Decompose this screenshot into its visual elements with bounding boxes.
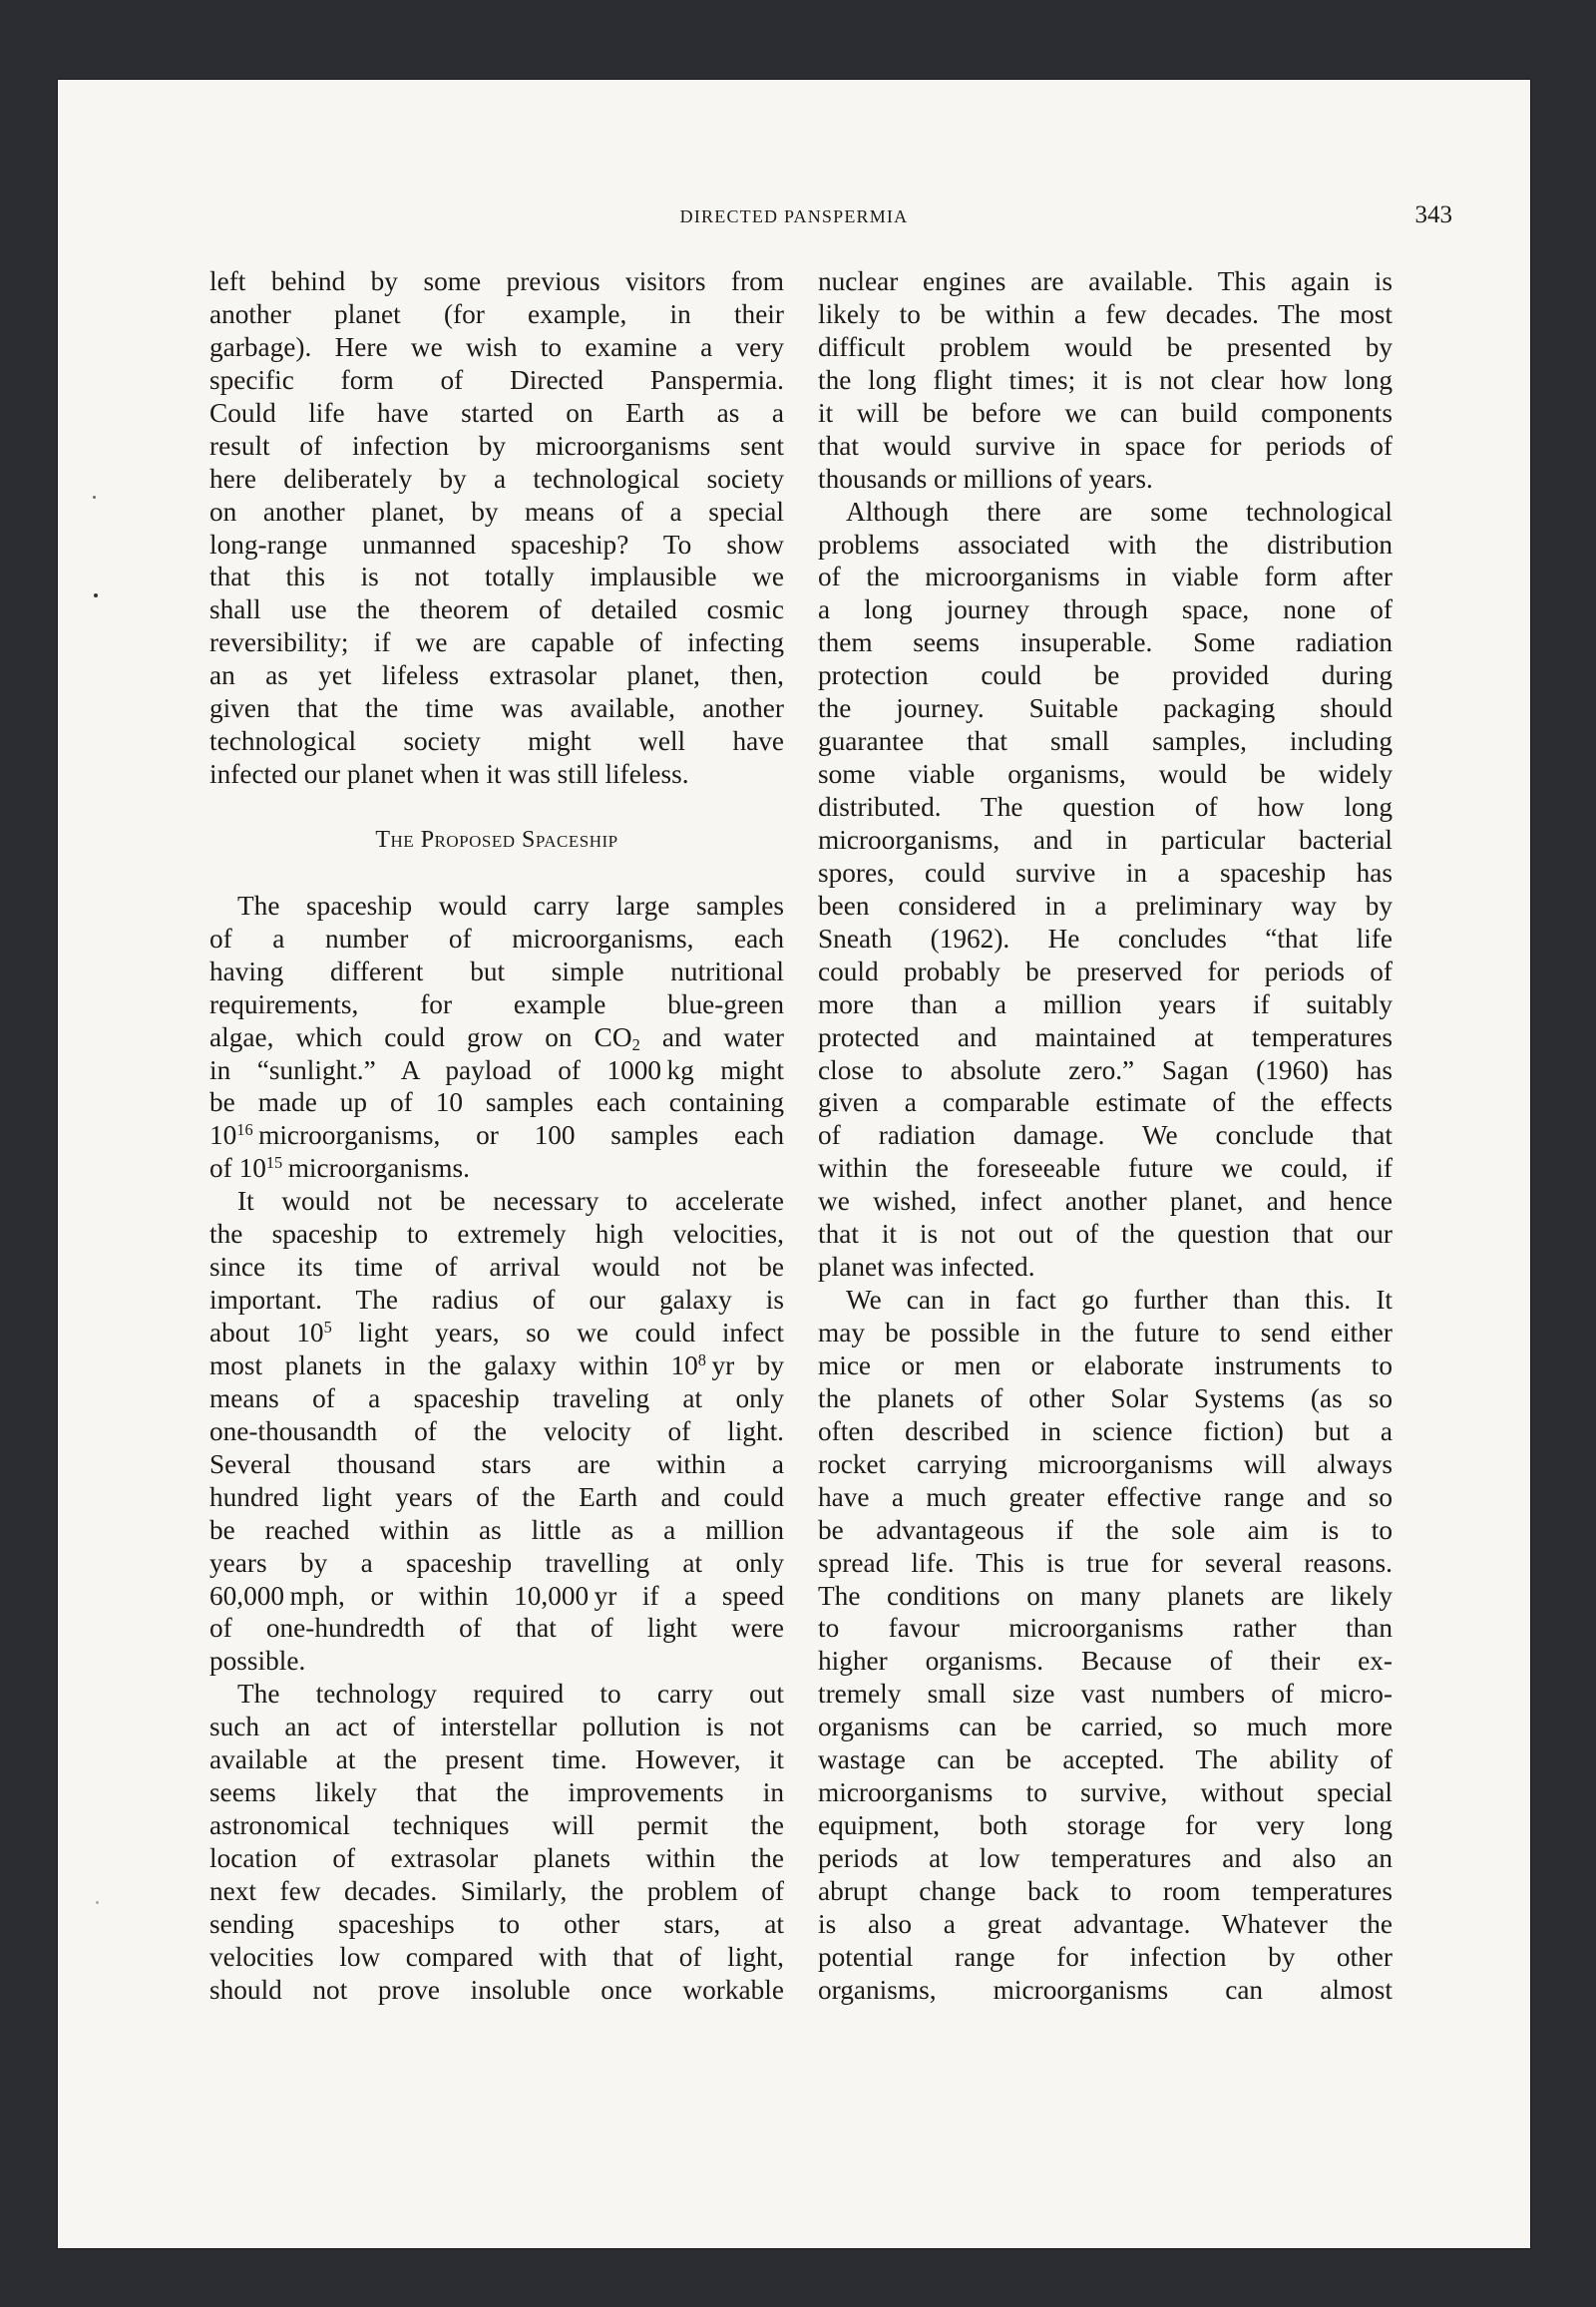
text-line: the long flight times; it is not clear how long	[818, 364, 1393, 395]
text-line: microorganisms to survive, without special	[818, 1777, 1393, 1808]
text-line: it will be before we can build components	[818, 397, 1393, 428]
text-line: equipment, both storage for very long	[818, 1810, 1393, 1841]
text-line: hundred light years of the Earth and could	[209, 1481, 784, 1512]
text-line: on another planet, by means of a special	[209, 496, 784, 527]
superscript-exponent: 15	[265, 1153, 283, 1173]
text-line: most planets in the galaxy within $10^8$ yr by	[209, 1349, 784, 1380]
text-line: next few decades. Similarly, the problem of	[209, 1875, 784, 1906]
text-line: specific form of Directed Panspermia.	[209, 364, 784, 395]
text-line: left behind by some previous visitors from	[209, 266, 784, 296]
text-line: $10^{16}$ microorganisms, or 100 samples each	[209, 1120, 784, 1151]
text-line: be made up of 10 samples each containing	[209, 1087, 784, 1118]
text-line: planet was infected.	[818, 1252, 1035, 1283]
text-line: since its time of arrival would not be	[209, 1252, 784, 1283]
text-line: distributed. The question of how long	[818, 792, 1393, 822]
text-line: higher organisms. Because of their ex-	[818, 1646, 1393, 1677]
text-line: them seems insuperable. Some radiation	[818, 627, 1393, 658]
text-line: shall use the theorem of detailed cosmic	[209, 594, 784, 625]
text-line: abrupt change back to room temperatures	[818, 1875, 1393, 1906]
text-line: that this is not totally implausible we	[209, 562, 784, 592]
text-line: been considered in a preliminary way by	[818, 890, 1393, 921]
text-line: may be possible in the future to send either	[818, 1318, 1393, 1347]
text-line: long-range unmanned spaceship? To show	[209, 529, 784, 560]
text-line: close to absolute zero.” Sagan (1960) has	[818, 1054, 1393, 1085]
text-line: available at the present time. However, it	[209, 1744, 784, 1775]
paragraph-first-line: The spaceship would carry large samples	[237, 890, 784, 921]
text-line: such an act of interstellar pollution is not	[209, 1712, 784, 1742]
text-line: likely to be within a few decades. The most	[818, 298, 1393, 329]
text-line: given that the time was available, another	[209, 693, 784, 724]
text-line: of a number of microorganisms, each	[209, 923, 784, 954]
text-line: years by a spaceship travelling at only	[209, 1547, 784, 1578]
text-line: spread life. This is true for several reasons.	[818, 1547, 1393, 1578]
left-column	[209, 265, 784, 2007]
text-line: of radiation damage. We conclude that	[818, 1120, 1393, 1151]
margin-speck	[96, 1901, 99, 1904]
text-line: the spaceship to extremely high velocities,	[209, 1219, 784, 1250]
text-line: velocities low compared with that of light,	[209, 1941, 784, 1972]
superscript-exponent: 16	[236, 1120, 253, 1140]
text-line: about $10^5$ light years, so we could infect	[209, 1318, 784, 1348]
text-line: Could life have started on Earth as a	[209, 397, 784, 428]
text-line: algae, which could grow on $CO_2$ and water	[209, 1021, 784, 1054]
paragraph-first-line: We can in fact go further than this. It	[846, 1285, 1393, 1316]
text-line: of one-hundredth of that of light were	[209, 1613, 784, 1644]
text-line: rocket carrying microorganisms will always	[818, 1448, 1393, 1479]
text-line: spores, could survive in a spaceship has	[818, 857, 1393, 888]
text-line: given a comparable estimate of the effects	[818, 1087, 1393, 1118]
text-line: garbage). Here we wish to examine a very	[209, 331, 784, 362]
section-heading: The Proposed Spaceship	[375, 827, 618, 853]
superscript-exponent: 5	[323, 1318, 332, 1338]
text-line: means of a spaceship traveling at only	[209, 1382, 784, 1413]
text-line: the journey. Suitable packaging should	[818, 693, 1393, 724]
text-line: here deliberately by a technological society	[209, 463, 784, 494]
text-line: 60,000 mph, or within 10,000 yr if a speed	[209, 1580, 784, 1611]
text-line: having different but simple nutritional	[209, 956, 784, 986]
text-line: organisms can be carried, so much more	[818, 1712, 1393, 1742]
text-line: microorganisms, and in particular bacterial	[818, 824, 1393, 855]
text-line: that it is not out of the question that our	[818, 1219, 1393, 1250]
text-line: an as yet lifeless extrasolar planet, then,	[209, 660, 784, 691]
document-page	[58, 80, 1530, 2248]
text-line: problems associated with the distribution	[818, 529, 1393, 560]
text-line: be advantageous if the sole aim is to	[818, 1514, 1393, 1545]
text-line: potential range for infection by other	[818, 1941, 1393, 1972]
text-line: infected our planet when it was still lifeless.	[209, 759, 689, 790]
text-line: of the microorganisms in viable form after	[818, 562, 1393, 592]
text-line: wastage can be accepted. The ability of	[818, 1744, 1393, 1775]
paragraph-first-line: The technology required to carry out	[237, 1679, 784, 1710]
text-line: more than a million years if suitably	[818, 988, 1393, 1019]
text-line: possible.	[209, 1646, 306, 1677]
text-line: organisms, microorganisms can almost	[818, 1974, 1393, 2005]
text-line: location of extrasolar planets within the	[209, 1843, 784, 1874]
text-line: one-thousandth of the velocity of light.	[209, 1415, 784, 1446]
text-line: periods at low temperatures and also an	[818, 1843, 1393, 1873]
text-line: we wished, infect another planet, and hence	[818, 1186, 1393, 1217]
text-line: technological society might well have	[209, 726, 784, 757]
subscript: 2	[631, 1034, 640, 1054]
margin-speck	[94, 593, 98, 597]
text-line: Several thousand stars are within a	[209, 1448, 784, 1479]
margin-speck	[93, 496, 96, 499]
text-line: thousands or millions of years.	[818, 463, 1153, 494]
text-line: The conditions on many planets are likely	[818, 1580, 1393, 1611]
text-line: within the foreseeable future we could, if	[818, 1153, 1393, 1184]
text-line: tremely small size vast numbers of micro-	[818, 1679, 1393, 1710]
text-line: important. The radius of our galaxy is	[209, 1285, 784, 1316]
text-line: could probably be preserved for periods of	[818, 956, 1393, 986]
text-line: protected and maintained at temperatures	[818, 1021, 1393, 1052]
text-line: a long journey through space, none of	[818, 594, 1393, 625]
text-line: result of infection by microorganisms sent	[209, 430, 784, 461]
text-line: Sneath (1962). He concludes “that life	[818, 923, 1393, 954]
text-line: the planets of other Solar Systems (as so	[818, 1382, 1393, 1413]
text-line: some viable organisms, would be widely	[818, 759, 1393, 790]
text-line: requirements, for example blue-green	[209, 988, 784, 1019]
text-line: another planet (for example, in their	[209, 298, 784, 329]
text-line: of $10^{15}$ microorganisms.	[209, 1153, 470, 1184]
text-line: that would survive in space for periods of	[818, 430, 1393, 461]
text-line: sending spaceships to other stars, at	[209, 1908, 784, 1939]
text-line: mice or men or elaborate instruments to	[818, 1349, 1393, 1380]
paragraph-first-line: Although there are some technological	[846, 496, 1393, 527]
text-line: nuclear engines are available. This again is	[818, 266, 1393, 296]
text-line: should not prove insoluble once workable	[209, 1974, 784, 2005]
text-line: reversibility; if we are capable of infecting	[209, 627, 784, 658]
paragraph-first-line: It would not be necessary to accelerate	[237, 1186, 784, 1217]
text-line: seems likely that the improvements in	[209, 1777, 784, 1808]
text-line: is also a great advantage. Whatever the	[818, 1908, 1393, 1939]
page-number: 343	[1414, 201, 1452, 228]
text-line: difficult problem would be presented by	[818, 331, 1393, 362]
text-line: guarantee that small samples, including	[818, 726, 1393, 757]
text-line: astronomical techniques will permit the	[209, 1810, 784, 1841]
text-line: to favour microorganisms rather than	[818, 1613, 1393, 1644]
text-line: be reached within as little as a million	[209, 1514, 784, 1545]
text-line: in “sunlight.” A payload of 1000 kg might	[209, 1054, 784, 1085]
right-column	[818, 265, 1393, 2007]
running-head-title: DIRECTED PANSPERMIA	[679, 206, 909, 226]
text-line: often described in science fiction) but a	[818, 1415, 1393, 1446]
superscript-exponent: 8	[697, 1349, 706, 1369]
text-line: have a much greater effective range and so	[818, 1481, 1393, 1512]
text-line: protection could be provided during	[818, 660, 1393, 691]
